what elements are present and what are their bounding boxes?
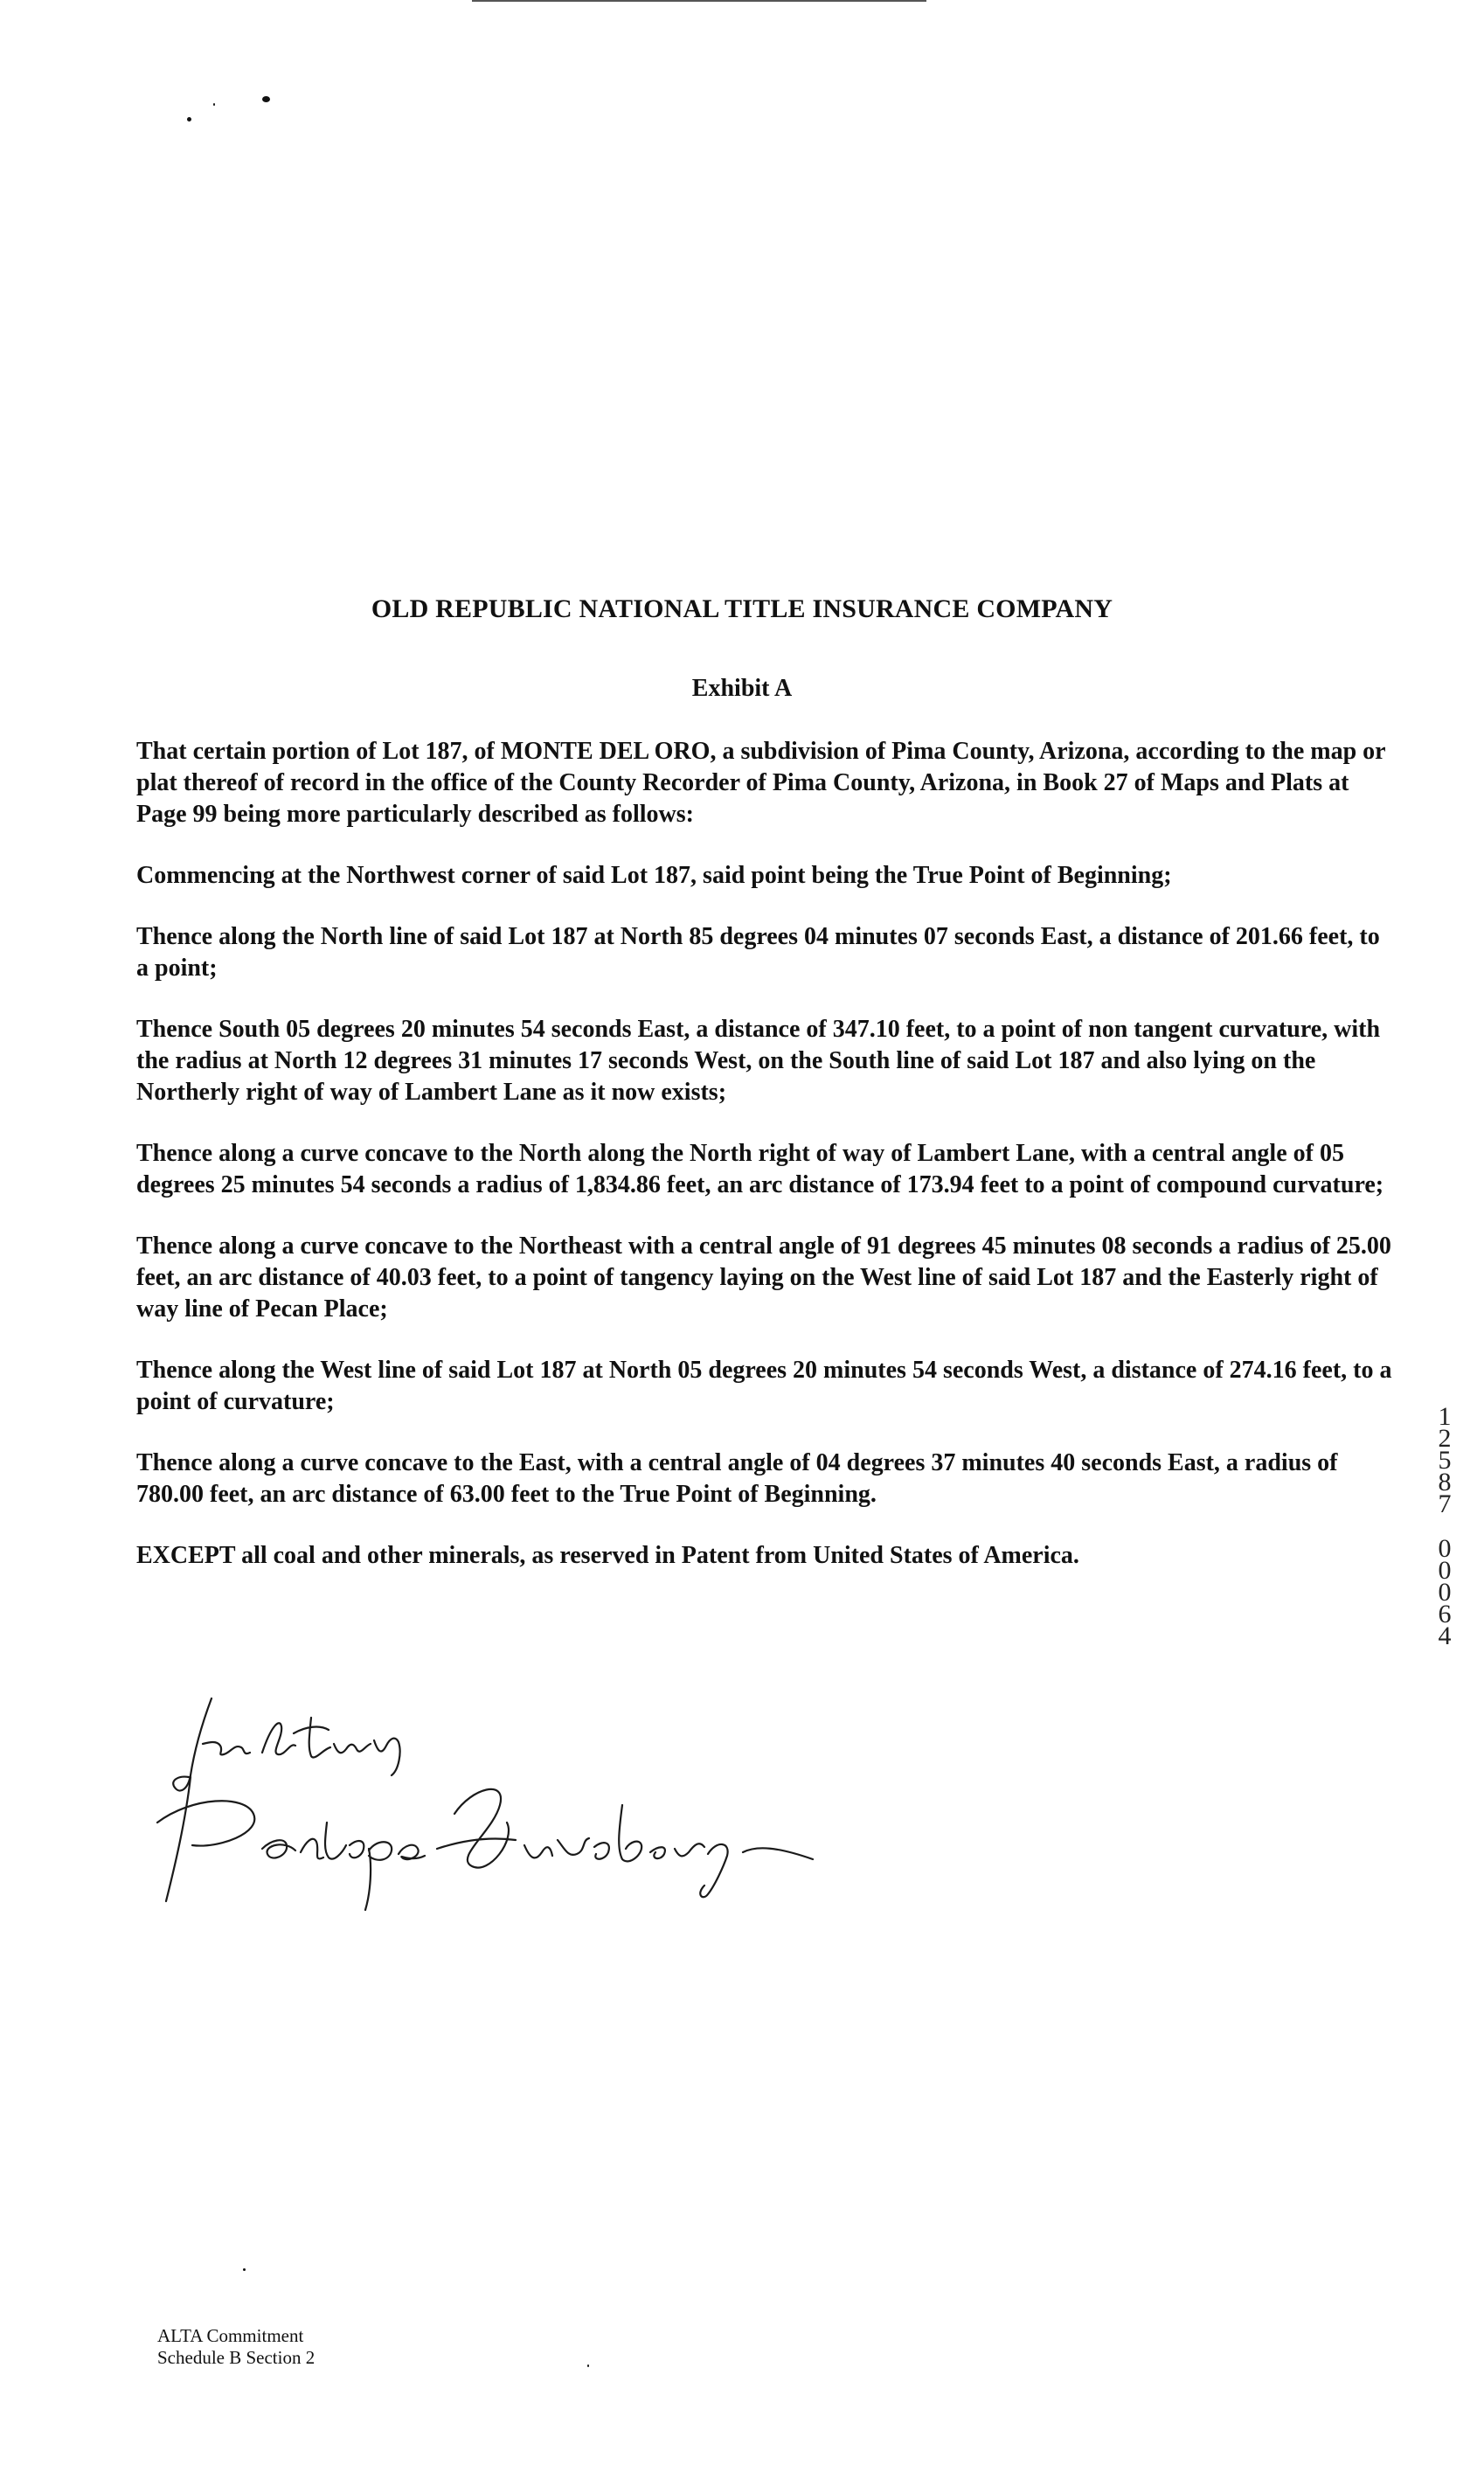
scan-speck: [587, 2364, 589, 2367]
recording-digit: 8: [1438, 1468, 1452, 1496]
recording-digit: 0: [1438, 1578, 1452, 1607]
signature-penelope: [157, 1777, 813, 1910]
company-heading: OLD REPUBLIC NATIONAL TITLE INSURANCE COMPANY: [371, 594, 1113, 623]
scan-speck: [262, 96, 270, 102]
footer-line-schedule: Schedule B Section 2: [157, 2347, 316, 2368]
signature-james: [173, 1698, 399, 1791]
paragraph-except-minerals: EXCEPT all coal and other minerals, as reserved in Patent from United States of America.: [136, 1542, 1079, 1569]
exhibit-heading: Exhibit A: [691, 675, 793, 702]
paragraph-curve-northeast: Thence along a curve concave to the Northeast with a central angle of 91 degrees 45 minutes 08 seconds a radius of 25.00 feet, an arc distance of 40.03 feet, to a point of tangency laying on the West line of said Lot 187 and the Easterly right of way line of Pecan Place;: [136, 1232, 1391, 1323]
paragraph-north-line: Thence along the North line of said Lot 187 at North 85 degrees 04 minutes 07 seconds East, a distance of 201.66 feet, to a point;: [136, 923, 1380, 982]
recording-digit: 0: [1438, 1556, 1452, 1585]
footer-line-commitment: ALTA Commitment: [157, 2325, 304, 2346]
legal-description: [136, 736, 1395, 1601]
scan-speck: [213, 103, 215, 106]
scan-edge-line: [472, 0, 926, 2]
paragraph-west-line: Thence along the West line of said Lot 187 at North 05 degrees 20 minutes 54 seconds West, a distance of 274.16 feet, to a point of curvature;: [136, 1357, 1392, 1415]
paragraph-lot-description: That certain portion of Lot 187, of MONTE DEL ORO, a subdivision of Pima County, Arizona, according to the map or plat thereof of record in the office of the County Recorder of Pima County, Arizona, in Book 27 of Maps and Plats at Page 99 being more particularly described as follows:: [136, 738, 1386, 828]
paragraph-commencing: Commencing at the Northwest corner of said Lot 187, said point being the True Point of Beginning;: [136, 862, 1172, 889]
recording-digit: 4: [1438, 1621, 1452, 1650]
recording-digit: 0: [1438, 1534, 1452, 1563]
paragraph-south-course: Thence South 05 degrees 20 minutes 54 seconds East, a distance of 347.10 feet, to a point of non tangent curvature, with the radius at North 12 degrees 31 minutes 17 seconds West, on the South line of said Lot 187 and also lying on the Northerly right of way of Lambert Lane as it now exists;: [136, 1016, 1381, 1106]
handwritten-signatures: [140, 1691, 926, 1927]
recording-digit: 6: [1438, 1600, 1452, 1628]
scan-speck: [243, 2268, 246, 2271]
footer: [157, 2325, 315, 2369]
scan-speck: [187, 117, 191, 122]
recording-digit: 7: [1438, 1489, 1452, 1518]
recording-digit: 1: [1438, 1402, 1452, 1431]
paragraph-curve-north: Thence along a curve concave to the North along the North right of way of Lambert Lane, with a central angle of 05 degrees 25 minutes 54 seconds a radius of 1,834.86 feet, an arc distance of 173.94 feet to a point of compound curvature;: [136, 1140, 1384, 1198]
paragraph-curve-east: Thence along a curve concave to the East, with a central angle of 04 degrees 37 minutes 40 seconds East, a radius of 780.00 feet, an arc distance of 63.00 feet to the True Point of Beginning.: [136, 1449, 1338, 1508]
recording-number: [1430, 1402, 1460, 1650]
recording-digit: 2: [1438, 1424, 1452, 1453]
recording-digit: 5: [1438, 1446, 1452, 1475]
